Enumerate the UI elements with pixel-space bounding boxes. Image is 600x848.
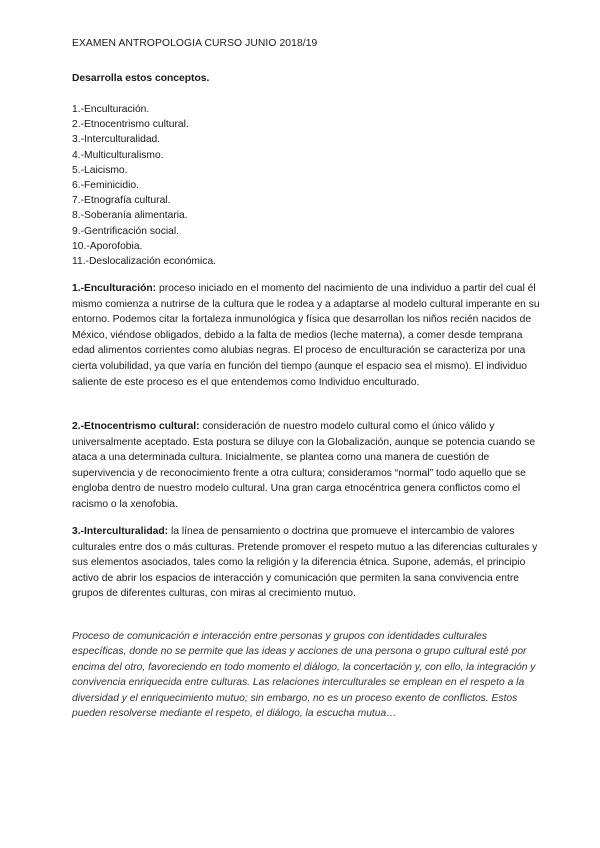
answer-etnocentrismo <box>72 419 542 513</box>
answer-term: 2.-Etnocentrismo cultural: <box>72 421 200 432</box>
concept-item: 11.-Deslocalización económica. <box>72 255 217 267</box>
answer-interculturalidad <box>72 524 542 602</box>
exam-header: EXAMEN ANTROPOLOGIA CURSO JUNIO 2018/19 <box>72 38 318 49</box>
answer-text: consideración de nuestro modelo cultural como el único válido y universalmente aceptado. Esta postura se diluye con la Globalización, aunque se potencia cuando se ataca a una determinada cultura. Inicialmente, se plantea como una manera de cuestión de supervivencia y de reconocimiento frente a otra cultura; consideramos “normal” todo aquello que se engloba dentro de nuestro modelo cultural. Una gran carga etnocéntrica genera conflictos como el racismo o la xenofobia. <box>72 421 536 510</box>
answer-text: proceso iniciado en el momento del nacimiento de una individuo a partir del cual él mismo comienza a nutrirse de la cultura que le rodea y a adaptarse al modelo cultural imperante en su entorno. Podemos citar la fortaleza inmunológica y física que desarrollan los niños recién nacidos de México, viéndose obligados, debido a la falta de medios (leche materna), a comer desde temprana edad alimentos corrientes como alubias negras. El proceso de enculturación se caracteriza por una cierta volubilidad, ya que varía en función del tiempo (aunque el espacio sea el mismo). El individuo saliente de este proceso es el que entendemos como Individuo enculturado. <box>72 283 540 388</box>
concept-item: 3.-Interculturalidad. <box>72 134 161 146</box>
answer-enculturacion <box>72 281 542 390</box>
concept-item: 10.-Aporofobia. <box>72 240 143 252</box>
concept-item: 9.-Gentrificación social. <box>72 225 180 237</box>
answer-term: 3.-Interculturalidad: <box>72 526 169 537</box>
instructions-heading: Desarrolla estos conceptos. <box>72 73 210 84</box>
concept-item: 8.-Soberanía alimentaria. <box>72 210 188 222</box>
concept-item: 4.-Multiculturalismo. <box>72 149 164 161</box>
concept-item: 7.-Etnografía cultural. <box>72 195 171 207</box>
italic-quote: Proceso de comunicación e interacción entre personas y grupos con identidades culturales específicas, donde no se permite que las ideas y acciones de una persona o grupo cultural esté por encima del otro, favoreciendo en todo momento el diálogo, la concertación y, con ello, la integración y convivencia enriquecida entre culturas. Las relaciones interculturales se emplean en el respeto a la diversidad y el enriquecimiento mutuo; sin embargo, no es un proceso exento de conflictos. Estos pueden resolverse mediante el respeto, el diálogo, la escucha mutua… <box>72 631 536 720</box>
concepts-list <box>72 102 216 269</box>
concept-item: 6.-Feminicidio. <box>72 179 139 191</box>
answer-text: la línea de pensamiento o doctrina que promueve el intercambio de valores culturales entre dos o más culturas. Pretende promover el respeto mutuo a las diferencias culturales y sus elementos asociados, tales como la religión y la diferencia étnica. Supone, además, el principio activo de abrir los espacios de interacción y comunicación que permiten la sana convivencia entre grupos de diferentes culturas, con miras al crecimiento mutuo. <box>72 526 538 600</box>
concept-item: 1.-Enculturación. <box>72 104 150 115</box>
answer-term: 1.-Enculturación: <box>72 283 157 294</box>
concept-item: 5.-Laicismo. <box>72 164 128 176</box>
concept-item: 2.-Etnocentrismo cultural. <box>72 119 189 131</box>
